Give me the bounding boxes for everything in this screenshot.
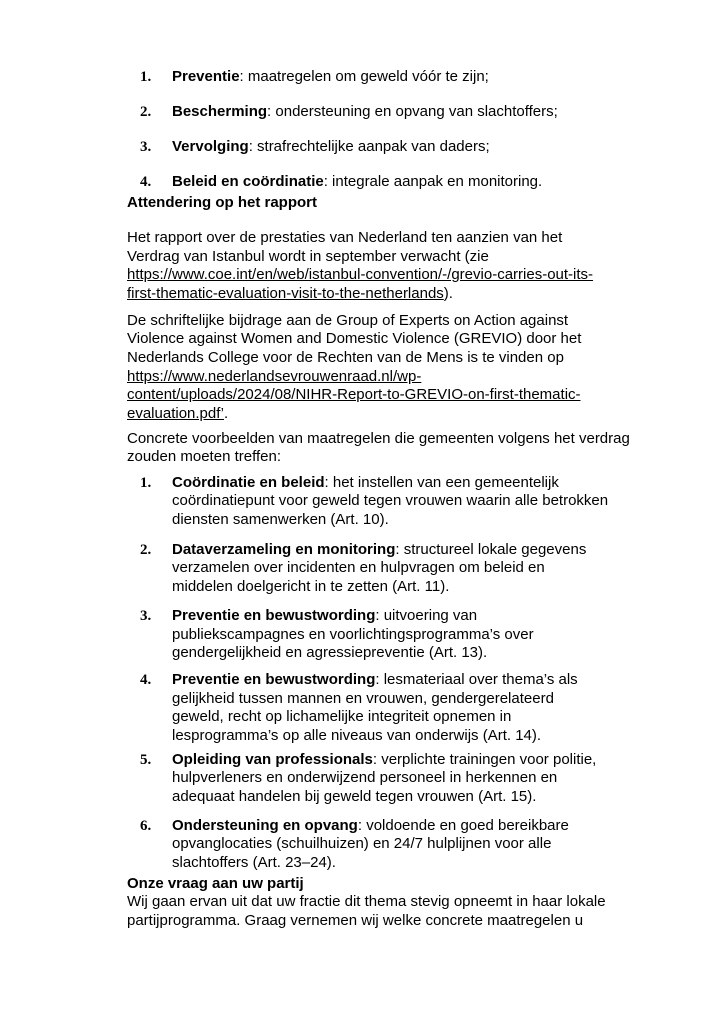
- item-text: : lesmateriaal over thema’s als gelijkheid tussen mannen en vrouwen, gendergerelateerd geweld, recht op lichamelijke integriteit opnemen in lesprogramma’s op alle niveaus van onderwijs (Art. 14).: [172, 671, 578, 744]
- item-text: : integrale aanpak en monitoring.: [323, 172, 543, 190]
- item-text: : verplichte trainingen voor politie, hulpverleners en onderwijzend personeel in herkennen en adequaat handelen bij geweld tegen vrouwen (Art. 15).: [172, 750, 597, 805]
- section-heading-report: Attendering op het rapport: [127, 193, 317, 211]
- item-term: Vervolging: [172, 137, 249, 155]
- coe-report-link[interactable]: https://www.coe.int/en/web/istanbul-convention/-/grevio-carries-out-its- first-thematic-evaluation-visit-to-the-netherlands: [127, 266, 594, 302]
- item-text: : ondersteuning en opvang van slachtoffers;: [267, 102, 558, 120]
- item-term: Beleid en coördinatie: [172, 172, 324, 190]
- item-text: : het instellen van een gemeentelijk coördinatiepunt voor geweld tegen vrouwen waarin alle betrokken diensten samenwerken (Art. 10).: [172, 473, 609, 529]
- item-term: Coördinatie en beleid: [172, 473, 325, 491]
- list-item-pillar-2: [127, 103, 639, 122]
- measures-list: [127, 474, 639, 873]
- item-number: 5.: [140, 751, 152, 768]
- item-text: : voldoende en goed bereikbare opvanglocaties (schuilhuizen) en 24/7 hulplijnen voor alle slachtoffers (Art. 23–24).: [172, 816, 569, 872]
- paragraph-text: De schriftelijke bijdrage aan de Group of Experts on Action against Violence against Women and Domestic Violence (GREVIO) door het Nederlands College voor de Rechten van de Mens is te vinden op: [127, 311, 582, 367]
- item-term: Preventie en bewustwording: [172, 671, 376, 689]
- list-item-pillar-4: [127, 173, 639, 192]
- item-number: 2.: [140, 103, 152, 120]
- item-text: : uitvoering van publiekscampagnes en voorlichtingsprogramma’s over gendergelijkheid en agressiepreventie (Art. 13).: [172, 606, 534, 662]
- list-item-measure-2: [127, 541, 639, 597]
- pillars-list: [127, 68, 639, 192]
- list-item-measure-6: [127, 817, 639, 873]
- paragraph-text: ).: [443, 284, 453, 302]
- list-item-measure-4: [127, 671, 639, 745]
- paragraph-grevio-submission: [127, 312, 639, 424]
- paragraph-report-expected: [127, 229, 639, 303]
- nihr-report-link[interactable]: https://www.nederlandsevrouwenraad.nl/wp- content/uploads/2024/08/NIHR-Report-to-GREVIO-on-first-thematic-evaluation.pdf’: [127, 367, 581, 422]
- item-number: 1.: [140, 69, 152, 85]
- item-number: 1.: [140, 474, 152, 491]
- item-term: Dataverzameling en monitoring: [172, 540, 396, 558]
- list-item-pillar-3: [127, 138, 639, 157]
- item-term: Ondersteuning en opvang: [172, 816, 358, 834]
- paragraph-text: Het rapport over de prestaties van Nederland ten aanzien van het Verdrag van Istanbul wordt in september verwacht (zie: [127, 228, 563, 265]
- item-term: Opleiding van professionals: [172, 750, 373, 768]
- item-term: Bescherming: [172, 102, 268, 120]
- item-number: 4.: [140, 672, 152, 689]
- item-number: 4.: [140, 173, 152, 190]
- item-number: 2.: [140, 541, 152, 558]
- item-number: 3.: [140, 607, 152, 624]
- list-item-measure-3: [127, 607, 639, 663]
- item-text: : structureel lokale gegevens verzamelen over incidenten en hulpvragen om beleid en middelen doelgericht in te zetten (Art. 11).: [172, 540, 587, 595]
- list-item-pillar-1: [127, 68, 639, 87]
- paragraph-text: .: [224, 404, 229, 422]
- item-number: 3.: [140, 138, 152, 155]
- item-term: Preventie en bewustwording: [172, 606, 376, 624]
- list-item-measure-5: [127, 751, 639, 807]
- document-content: [127, 68, 639, 931]
- item-number: 6.: [140, 817, 152, 834]
- paragraph-examples-intro: Concrete voorbeelden van maatregelen die gemeenten volgens het verdrag zouden moeten treffen:: [127, 429, 630, 466]
- list-item-measure-1: [127, 474, 639, 530]
- section-heading-question: Onze vraag aan uw partij: [127, 874, 304, 892]
- item-text: : strafrechtelijke aanpak van daders;: [248, 137, 490, 155]
- item-term: Preventie: [172, 68, 240, 85]
- item-text: : maatregelen om geweld vóór te zijn;: [239, 68, 489, 85]
- paragraph-question: Wij gaan ervan uit dat uw fractie dit thema stevig opneemt in haar lokale partijprogramma. Graag vernemen wij welke concrete maatregelen u: [127, 893, 606, 930]
